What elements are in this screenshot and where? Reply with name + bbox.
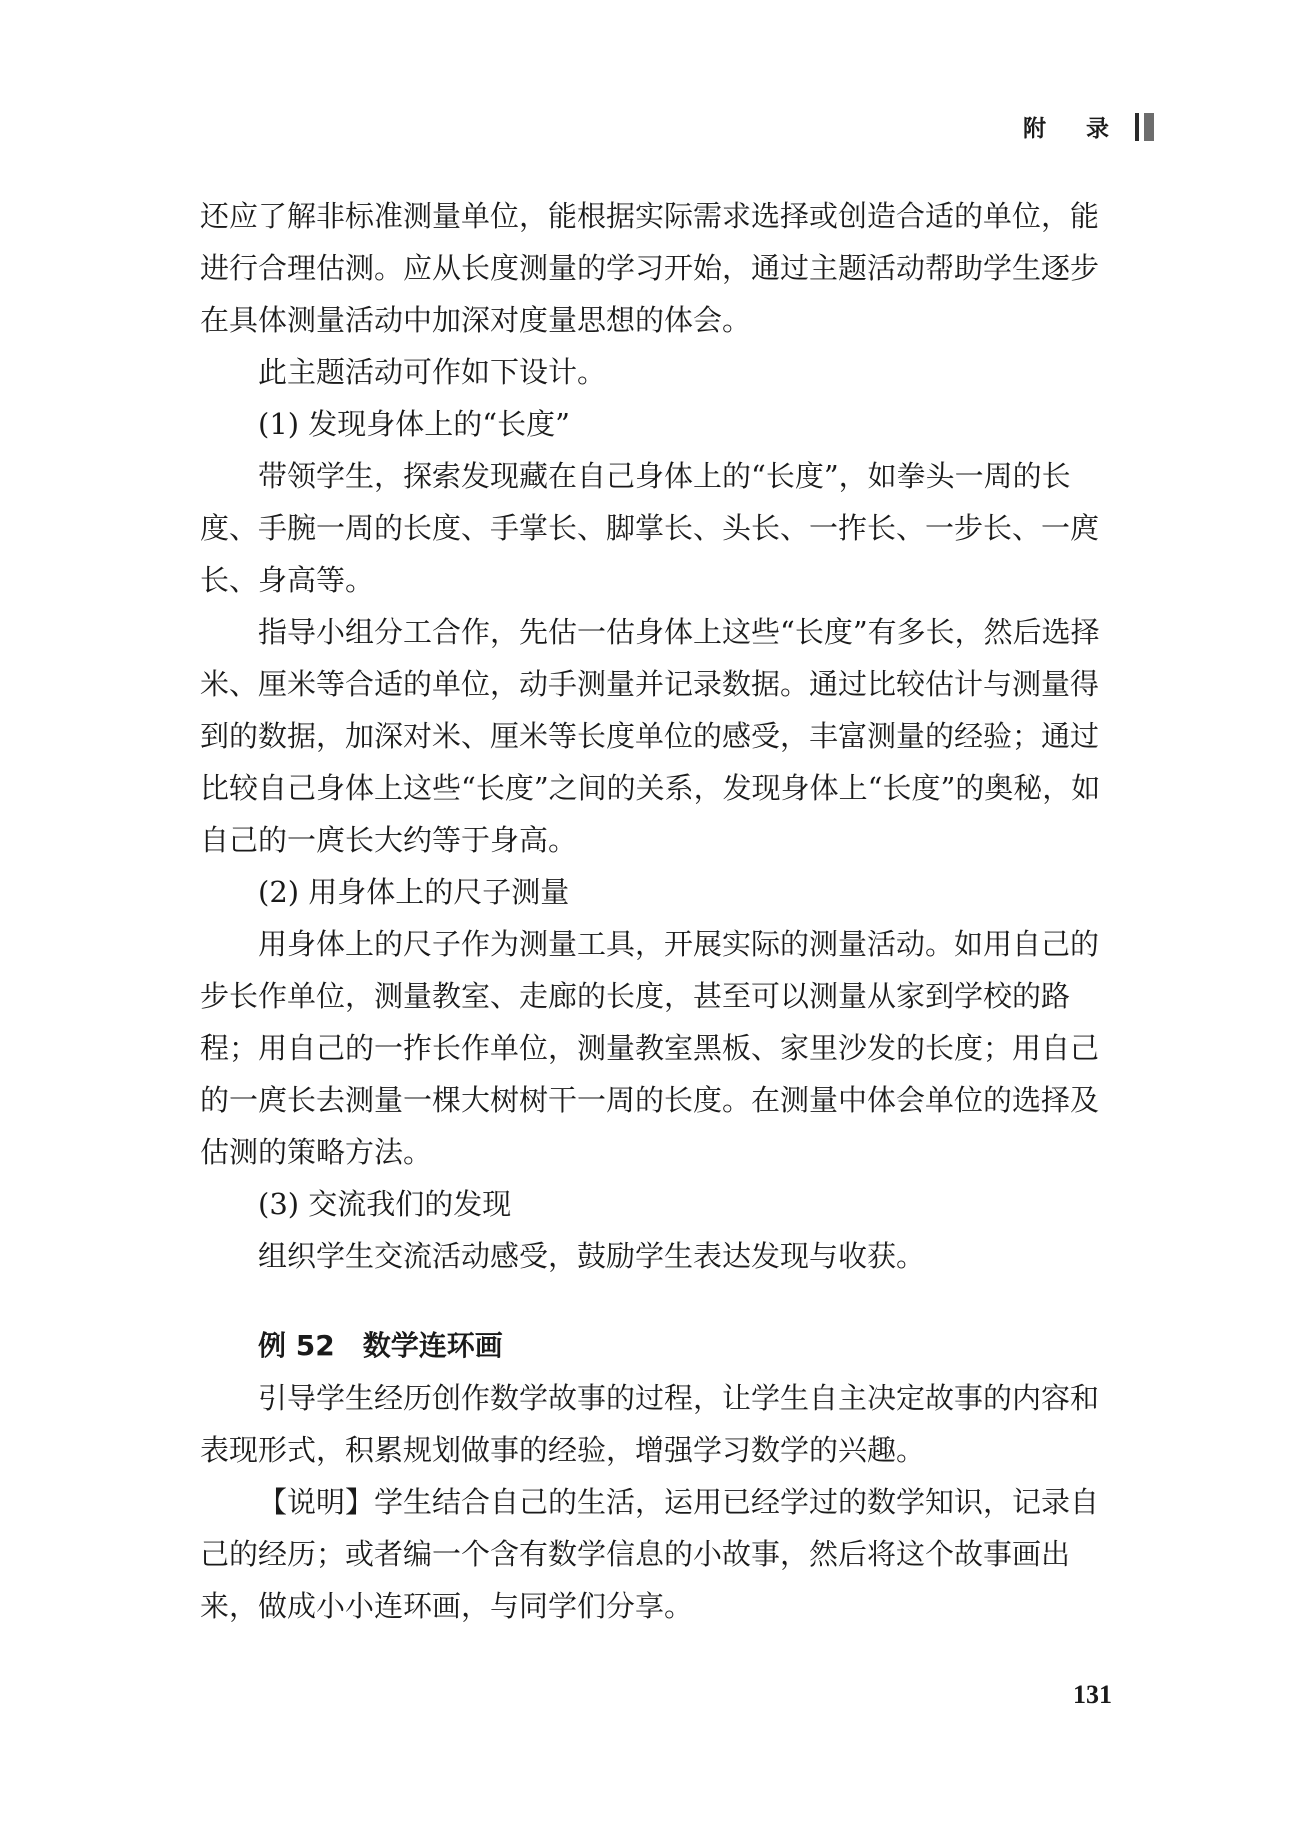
subheading-2: (2) 用身体上的尺子测量	[258, 875, 570, 909]
subheading-3: (3) 交流我们的发现	[258, 1187, 512, 1221]
example-title: 数学连环画	[362, 1329, 503, 1362]
running-header	[1023, 110, 1154, 143]
subheading-1: (1) 发现身体上的“长度”	[258, 407, 570, 441]
header-bar-icon	[1135, 113, 1154, 141]
page-number: 131	[1073, 1680, 1112, 1709]
paragraph-8: 【说明】学生结合自己的生活，运用已经学过的数学知识，记录自己的经历；或者编一个含有数学信息的小故事，然后将这个故事画出来，做成小小连环画，与同学们分享。	[200, 1485, 1100, 1623]
example-number: 例 52	[258, 1329, 335, 1362]
header-bar-thin	[1135, 113, 1139, 141]
paragraph-5: 用身体上的尺子作为测量工具，开展实际的测量活动。如用自己的步长作单位，测量教室、走廊的长度，甚至可以测量从家到学校的路程；用自己的一拃长作单位，测量教室黑板、家里沙发的长度；用自己的一庹长去测量一棵大树树干一周的长度。在测量中体会单位的选择及估测的策略方法。	[200, 927, 1100, 1169]
paragraph-1: 还应了解非标准测量单位，能根据实际需求选择或创造合适的单位，能进行合理估测。应从长度测量的学习开始，通过主题活动帮助学生逐步在具体测量活动中加深对度量思想的体会。	[200, 199, 1100, 337]
section-label: 附 录	[1022, 116, 1125, 142]
paragraph-2: 此主题活动可作如下设计。	[258, 355, 607, 389]
example-heading	[200, 1320, 1112, 1372]
main-text	[200, 190, 1112, 1632]
paragraph-7: 引导学生经历创作数学故事的过程，让学生自主决定故事的内容和表现形式，积累规划做事的经验，增强学习数学的兴趣。	[200, 1381, 1100, 1467]
header-bar-thick	[1144, 113, 1154, 141]
paragraph-4: 指导小组分工合作，先估一估身体上这些“长度”有多长，然后选择米、厘米等合适的单位，动手测量并记录数据。通过比较估计与测量得到的数据，加深对米、厘米等长度单位的感受，丰富测量的经验；通过比较自己身体上这些“长度”之间的关系，发现身体上“长度”的奥秘，如自己的一庹长大约等于身高。	[200, 615, 1101, 857]
paragraph-3: 带领学生，探索发现藏在自己身体上的“长度”，如拳头一周的长度、手腕一周的长度、手掌长、脚掌长、头长、一拃长、一步长、一庹长、身高等。	[200, 459, 1100, 597]
paragraph-6: 组织学生交流活动感受，鼓励学生表达发现与收获。	[258, 1239, 926, 1273]
